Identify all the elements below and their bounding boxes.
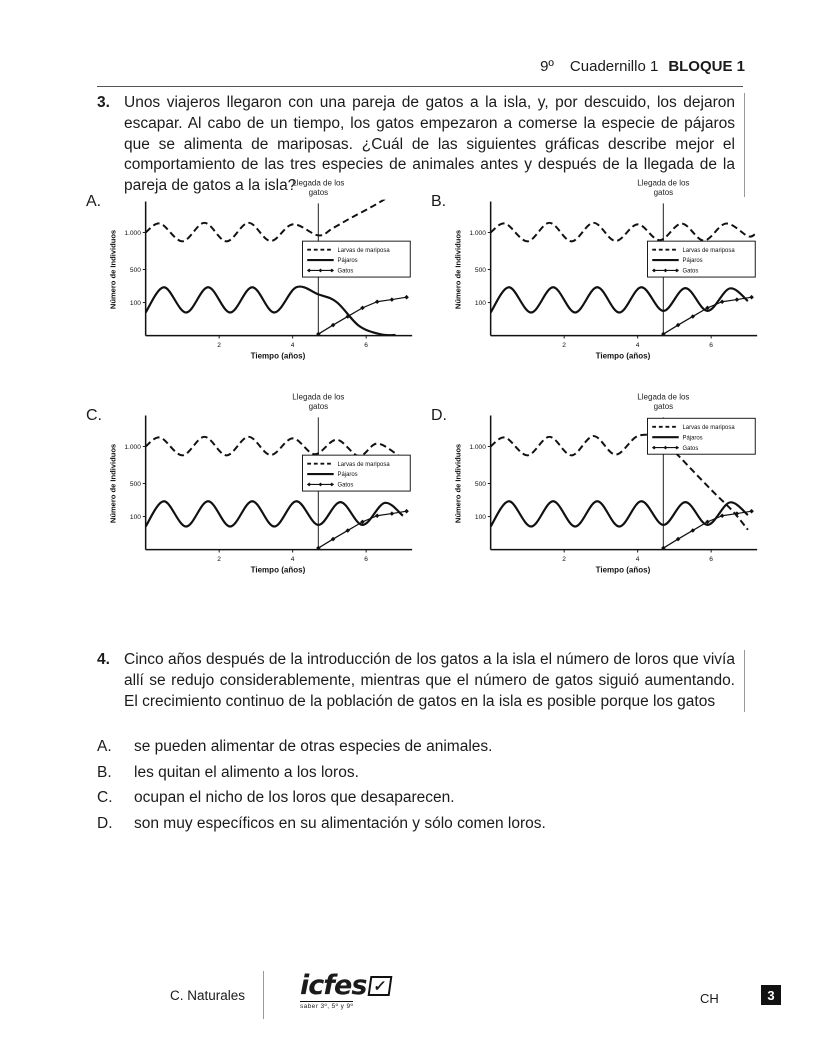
y-tick-label: 100 — [474, 299, 486, 307]
chart-cell-d — [431, 389, 766, 581]
legend-label: Gatos — [337, 268, 354, 275]
footer-divider — [263, 971, 264, 1019]
page-number-badge: 3 — [761, 985, 781, 1005]
event-label: gatos — [653, 401, 674, 411]
population-chart-c — [104, 389, 416, 578]
y-tick-label: 100 — [129, 299, 141, 307]
grade-label: 9º — [540, 58, 554, 75]
x-tick-label: 2 — [562, 555, 566, 563]
series-pajaros — [491, 501, 748, 526]
question-4-options — [97, 737, 737, 840]
population-chart-d — [449, 389, 761, 578]
chart-cell-b — [431, 175, 766, 367]
diamond-marker — [749, 295, 754, 300]
y-tick-label: 500 — [129, 266, 141, 274]
header-rule — [97, 86, 743, 87]
y-axis-label: Número de Individuos — [453, 229, 463, 310]
option-d-label: D. — [97, 814, 113, 832]
event-label: gatos — [308, 187, 329, 197]
block-label: BLOQUE 1 — [668, 58, 745, 75]
series-pajaros — [491, 287, 748, 312]
chart-cell-a — [86, 175, 421, 367]
icfes-logo-subtext: saber 3º, 5º y 9º — [300, 1003, 354, 1010]
option-b — [97, 763, 737, 783]
y-axis-label: Número de Individuos — [108, 443, 118, 524]
chart-option-letter-b: B. — [431, 193, 447, 210]
series-larvas — [146, 437, 400, 456]
x-tick-label: 2 — [217, 341, 221, 349]
series-larvas — [146, 184, 407, 242]
y-tick-label: 500 — [129, 480, 141, 488]
y-tick-label: 500 — [474, 266, 486, 274]
y-axis-label: Número de Individuos — [453, 443, 463, 524]
diamond-marker — [390, 511, 395, 516]
legend-label: Pájaros — [682, 258, 703, 265]
option-c-label: C. — [97, 789, 113, 807]
y-tick-label: 1.000 — [124, 229, 141, 237]
x-tick-label: 4 — [290, 341, 295, 349]
series-group — [491, 223, 756, 336]
diamond-marker — [749, 509, 754, 514]
x-tick-label: 4 — [635, 555, 640, 563]
y-tick-label: 100 — [474, 513, 486, 521]
legend-label: Pájaros — [682, 435, 703, 442]
icfes-logo-text: icfes — [300, 970, 367, 1001]
y-tick-label: 1.000 — [124, 443, 141, 451]
chart-cell-c — [86, 389, 421, 581]
diamond-marker — [720, 513, 725, 518]
x-tick-label: 6 — [364, 341, 368, 349]
option-b-label: B. — [97, 763, 112, 781]
series-gatos — [318, 511, 406, 548]
event-label: Llegada de los — [637, 178, 690, 188]
question-4 — [97, 650, 745, 712]
legend-label: Larvas de mariposa — [337, 461, 390, 468]
footer-subject: C. Naturales — [170, 988, 246, 1003]
answer-charts-grid — [86, 175, 766, 581]
x-tick-label: 6 — [709, 555, 713, 563]
legend-label: Gatos — [337, 482, 354, 489]
x-tick-label: 2 — [217, 555, 221, 563]
diamond-marker — [735, 297, 740, 302]
series-group — [146, 437, 409, 550]
legend-label: Gatos — [682, 268, 699, 275]
page-header — [540, 58, 745, 75]
legend-label: Pájaros — [337, 472, 358, 479]
event-label: Llegada de los — [292, 392, 345, 402]
question-3-text: Unos viajeros llegaron con una pareja de gatos a la isla, y, por descuido, los dejaron escapar. Al cabo de un tiempo, los gatos empezaron a comerse la especie de pájaros que se alimenta de mariposas. ¿Cuál de las siguientes gráficas describe mejor el comportamiento de las tres especies de animales antes y después de la llegada de la pareja de gatos a la isla? — [124, 93, 745, 197]
series-pajaros — [146, 501, 403, 526]
y-tick-label: 500 — [474, 480, 486, 488]
footer-code: CH — [700, 991, 719, 1006]
y-axis-label: Número de Individuos — [108, 229, 118, 310]
option-b-text: les quitan el alimento a los loros. — [134, 763, 359, 781]
x-axis-label: Tiempo (años) — [595, 565, 651, 575]
legend-label: Larvas de mariposa — [682, 247, 735, 254]
diamond-marker — [375, 513, 380, 518]
event-label: Llegada de los — [637, 392, 690, 402]
population-chart-b — [449, 175, 761, 364]
question-3-number: 3. — [97, 94, 110, 111]
booklet-label: Cuadernillo 1 — [569, 58, 659, 75]
y-tick-label: 1.000 — [469, 443, 486, 451]
x-axis-label: Tiempo (años) — [250, 565, 306, 575]
option-c — [97, 788, 737, 808]
checkmark-icon: ✓ — [368, 976, 393, 996]
x-tick-label: 6 — [709, 341, 713, 349]
x-tick-label: 2 — [562, 341, 566, 349]
event-label: gatos — [308, 401, 329, 411]
y-tick-label: 1.000 — [469, 229, 486, 237]
event-label: Llegada de los — [292, 178, 345, 188]
x-axis-label: Tiempo (años) — [595, 351, 651, 361]
option-a-label: A. — [97, 738, 112, 755]
option-c-text: ocupan el nicho de los loros que desaparecen. — [134, 789, 455, 807]
chart-option-letter-c: C. — [86, 407, 102, 424]
series-larvas — [491, 223, 756, 242]
x-tick-label: 6 — [364, 555, 368, 563]
diamond-marker — [404, 295, 409, 300]
diamond-marker — [404, 509, 409, 514]
option-a-text: se pueden alimentar de otras especies de animales. — [134, 738, 493, 755]
icfes-logo-main — [300, 972, 391, 999]
y-tick-label: 100 — [129, 513, 141, 521]
diamond-marker — [390, 297, 395, 302]
option-a — [97, 737, 737, 757]
legend-label: Larvas de mariposa — [682, 424, 735, 431]
x-tick-label: 4 — [290, 555, 295, 563]
x-tick-label: 4 — [635, 341, 640, 349]
event-label: gatos — [653, 187, 674, 197]
icfes-logo — [300, 972, 391, 1010]
chart-option-letter-a: A. — [86, 193, 102, 210]
diamond-marker — [375, 299, 380, 304]
series-gatos — [663, 297, 751, 334]
population-chart-a — [104, 175, 416, 364]
diamond-marker — [720, 299, 725, 304]
legend-label: Larvas de mariposa — [337, 247, 390, 254]
option-d — [97, 814, 737, 834]
option-d-text: son muy específicos en su alimentación y sólo comen loros. — [134, 814, 546, 832]
legend-label: Gatos — [682, 445, 699, 452]
question-4-number: 4. — [97, 651, 110, 668]
x-axis-label: Tiempo (años) — [250, 351, 306, 361]
question-4-text: Cinco años después de la introducción de los gatos a la isla el número de loros que vivía allí se redujo considerablemente, mientras que el número de gatos siguió aumentando. El crecimiento continuo de la población de gatos en la isla es posible porque los gatos — [124, 650, 745, 712]
legend-label: Pájaros — [337, 258, 358, 265]
chart-option-letter-d: D. — [431, 407, 447, 424]
